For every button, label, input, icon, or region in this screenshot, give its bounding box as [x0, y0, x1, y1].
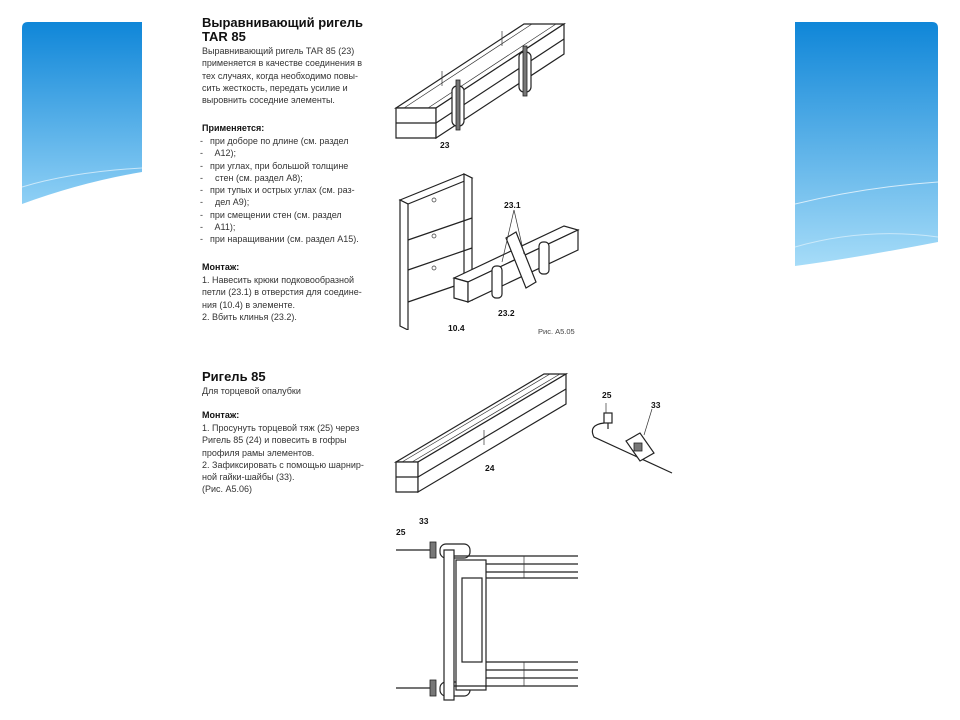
mount-step: 1. Просунуть торцевой тяж (25) через [202, 423, 360, 433]
applies-item: - при углах, при большой толщине [200, 160, 359, 172]
applies-heading: Применяется: [202, 123, 265, 133]
section2-subtitle: Для торцевой опалубки [202, 386, 301, 396]
mount-step: профиля рамы элементов. [202, 447, 315, 458]
section2-mount-steps [202, 422, 364, 496]
desc-line: тех случаях, когда необходимо повы- [202, 70, 358, 81]
left-decorative-panel [22, 22, 142, 206]
mount-step: (Рис. A5.06) [202, 484, 253, 495]
applies-item-cont: - A12); [200, 147, 359, 159]
section1-title-line2: TAR 85 [202, 29, 246, 44]
desc-line: выровнить соседние элементы. [202, 95, 335, 106]
label-25-top: 25 [602, 390, 612, 400]
mount-step: ной гайки-шайбы (33). [202, 472, 295, 483]
applies-item: - при наращивании (см. раздел A15). [200, 233, 359, 245]
label-23-1: 23.1 [504, 200, 521, 210]
applies-item: - при тупых и острых углах (см. раз- [200, 184, 359, 196]
section1-mount-heading: Монтаж: [202, 262, 240, 272]
applies-item-cont: - стен (см. раздел A8); [200, 172, 359, 184]
beam85-figure [394, 370, 574, 496]
applies-item: - при смещении стен (см. раздел [200, 209, 359, 221]
section1-mount-steps [202, 274, 362, 323]
mount-step: ния (10.4) в элементе. [202, 299, 296, 310]
section2-mount-heading: Монтаж: [202, 410, 240, 420]
tar85-beam-figure [394, 16, 574, 146]
applies-item-cont: - дел A9); [200, 196, 359, 208]
right-decorative-panel [795, 22, 938, 268]
label-33-top: 33 [651, 400, 661, 410]
label-10-4: 10.4 [448, 323, 465, 333]
tie-rod-nut-figure [582, 395, 682, 485]
section1-description [202, 45, 362, 106]
document-page [196, 0, 661, 720]
label-25-bottom: 25 [396, 527, 406, 537]
label-23-2: 23.2 [498, 308, 515, 318]
section2-title: Ригель 85 [202, 369, 266, 384]
applies-list [200, 135, 359, 246]
label-33-bottom: 33 [419, 516, 429, 526]
mount-step: 2. Вбить клинья (23.2). [202, 311, 297, 322]
mount-step: 2. Зафиксировать с помощью шарнир- [202, 459, 364, 470]
label-23: 23 [440, 140, 450, 150]
end-formwork-section-figure [392, 520, 582, 715]
desc-line: сить жесткость, передать усилие и [202, 82, 348, 93]
mount-step: петли (23.1) в отверстия для соедине- [202, 287, 362, 298]
mount-step: 1. Навесить крюки подковообразной [202, 275, 355, 285]
applies-item-cont: - A11); [200, 221, 359, 233]
figure-caption-a5-05: Рис. A5.05 [538, 327, 575, 336]
desc-line: Выравнивающий ригель TAR 85 (23) [202, 46, 355, 56]
section1-title-line1: Выравнивающий ригель [202, 15, 364, 30]
label-24: 24 [485, 463, 495, 473]
applies-item: - при доборе по длине (см. раздел [200, 135, 359, 147]
tar85-assembly-figure [394, 170, 584, 330]
mount-step: Ригель 85 (24) и повесить в гофры [202, 435, 347, 446]
desc-line: применяется в качестве соединения в [202, 58, 363, 69]
